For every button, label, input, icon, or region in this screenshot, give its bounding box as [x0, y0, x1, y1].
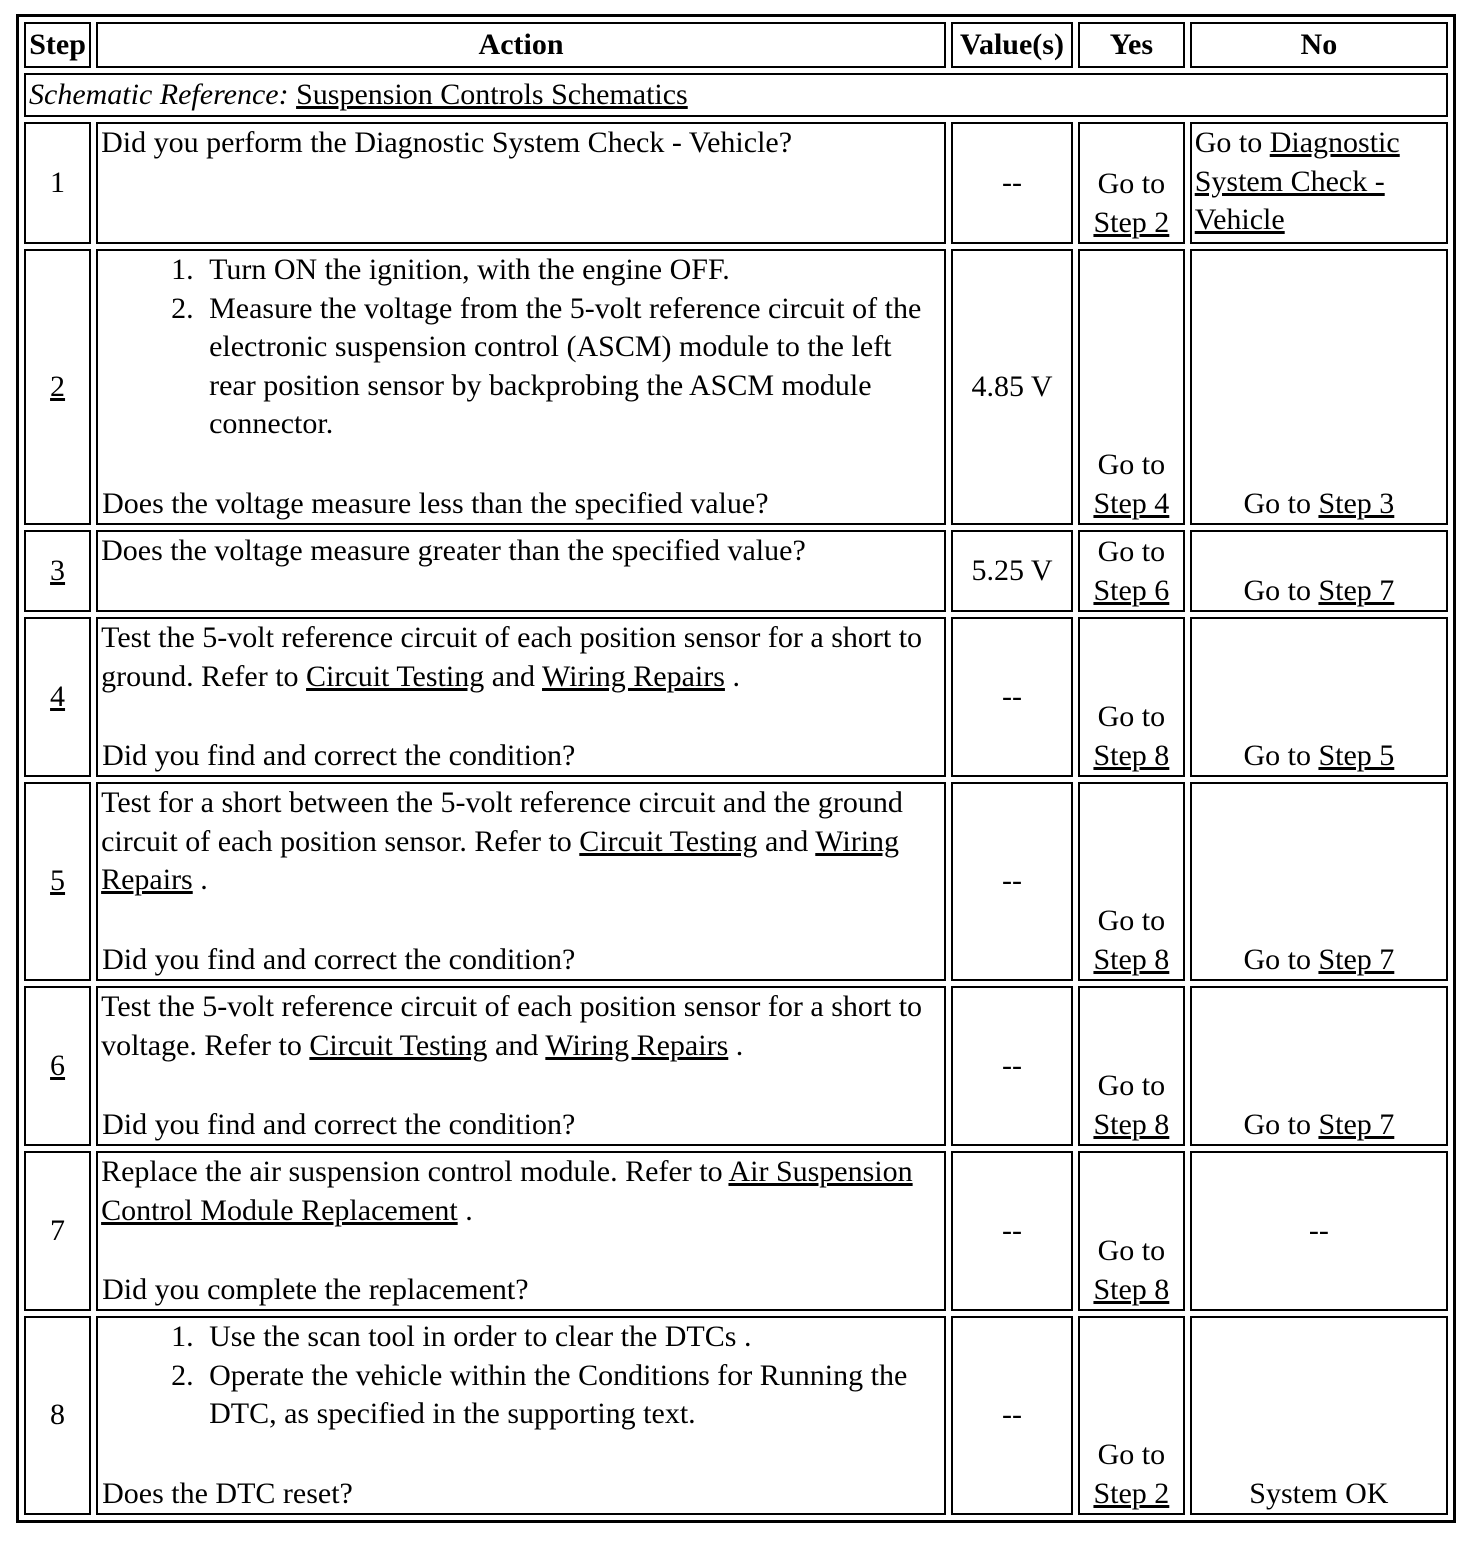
action-cell: [96, 530, 946, 612]
yes-prefix: Go to: [1097, 448, 1166, 481]
header-step: Step: [24, 22, 91, 68]
value-cell: --: [951, 1151, 1073, 1311]
no-step-link[interactable]: Step 3: [1318, 486, 1395, 520]
step-link[interactable]: 6: [50, 1048, 66, 1082]
yes-cell: [1078, 1316, 1185, 1515]
no-step-link[interactable]: Step 7: [1318, 942, 1395, 976]
yes-step-link[interactable]: Step 8: [1093, 738, 1170, 772]
yes-cell: [1078, 249, 1185, 525]
yes-prefix: Go to: [1097, 1438, 1166, 1471]
yes-prefix: Go to: [1097, 1069, 1166, 1102]
yes-step-link[interactable]: Step 4: [1093, 486, 1170, 520]
yes-cell: [1078, 782, 1185, 981]
schematic-label: Schematic Reference:: [29, 77, 289, 111]
list-item: 2. Measure the voltage from the 5-volt reference circuit of the electronic suspension control (ASCM) module to the left rear position sensor by backprobing the ASCM module connector.: [201, 290, 941, 444]
yes-cell: [1078, 530, 1185, 612]
action-question: Does the DTC reset?: [102, 1476, 353, 1510]
action-cell: [96, 1151, 946, 1311]
conjunction-text: and: [491, 659, 536, 693]
no-cell: [1190, 530, 1448, 612]
action-text: Replace the air suspension control module. Refer to: [101, 1155, 723, 1188]
table-row: [24, 530, 1448, 612]
value-cell: --: [951, 986, 1073, 1146]
action-cell: [96, 782, 946, 981]
list-item: 1. Use the scan tool in order to clear the DTCs .: [201, 1318, 941, 1357]
action-cell: [96, 617, 946, 777]
header-values: Value(s): [951, 22, 1073, 68]
action-question: Did you complete the replacement?: [102, 1272, 529, 1306]
header-no: No: [1190, 22, 1448, 68]
table-row: [24, 1151, 1448, 1311]
no-prefix: Go to: [1194, 126, 1263, 159]
schematic-link[interactable]: Suspension Controls Schematics: [296, 77, 688, 111]
table-row: [24, 617, 1448, 777]
no-cell: [1190, 617, 1448, 777]
yes-prefix: Go to: [1097, 535, 1166, 568]
no-cell: [1190, 782, 1448, 981]
no-step-link[interactable]: Step 5: [1318, 738, 1395, 772]
table-row: [24, 1316, 1448, 1515]
action-question: Did you find and correct the condition?: [102, 942, 576, 976]
step-link[interactable]: 2: [50, 369, 66, 403]
step-link[interactable]: 5: [50, 864, 66, 898]
circuit-testing-link[interactable]: Circuit Testing: [579, 824, 758, 858]
yes-cell: [1078, 1151, 1185, 1311]
yes-step-link[interactable]: Step 8: [1093, 1107, 1170, 1141]
list-item: 2. Operate the vehicle within the Conditions for Running the DTC, as specified in the supporting text.: [201, 1357, 941, 1434]
action-cell: [96, 1316, 946, 1515]
yes-cell: [1078, 986, 1185, 1146]
action-question: Does the voltage measure less than the specified value?: [102, 486, 769, 520]
no-step-link[interactable]: Step 7: [1318, 573, 1395, 607]
yes-prefix: Go to: [1097, 167, 1166, 200]
list-item: 1. Turn ON the ignition, with the engine OFF.: [201, 251, 941, 290]
step-link[interactable]: 4: [50, 679, 66, 713]
step-number: 8: [24, 1316, 91, 1515]
action-cell: [96, 249, 946, 525]
no-cell: [1190, 249, 1448, 525]
step-number: 7: [24, 1151, 91, 1311]
yes-step-link[interactable]: Step 8: [1093, 942, 1170, 976]
value-cell: --: [951, 782, 1073, 981]
module-replacement-link[interactable]: Air Suspension Control Module Replacement: [101, 1155, 913, 1227]
no-prefix: Go to: [1243, 738, 1311, 772]
step-cell: [24, 986, 91, 1146]
no-cell: [1190, 122, 1448, 244]
yes-prefix: Go to: [1097, 700, 1166, 733]
yes-step-link[interactable]: Step 6: [1093, 573, 1170, 607]
yes-cell: [1078, 617, 1185, 777]
action-steps-list: [101, 1318, 941, 1434]
no-prefix: Go to: [1243, 573, 1311, 607]
yes-step-link[interactable]: Step 8: [1093, 1272, 1170, 1306]
step-number: 1: [24, 122, 91, 244]
action-text: Test the 5-volt reference circuit of each position sensor for a short to voltage. Refer to: [101, 990, 923, 1062]
action-cell: [96, 122, 946, 244]
header-yes: Yes: [1078, 22, 1185, 68]
conjunction-text: and: [495, 1028, 539, 1062]
action-text: Test for a short between the 5-volt reference circuit and the ground circuit of each position sensor. Refer to: [101, 786, 903, 858]
yes-prefix: Go to: [1097, 1234, 1166, 1267]
step-cell: [24, 617, 91, 777]
header-action: Action: [96, 22, 946, 68]
wiring-repairs-link[interactable]: Wiring Repairs: [545, 1028, 729, 1062]
no-cell: --: [1190, 1151, 1448, 1311]
no-link[interactable]: Diagnostic System Check - Vehicle: [1194, 126, 1400, 236]
value-cell: 5.25 V: [951, 530, 1073, 612]
step-cell: [24, 782, 91, 981]
step-link[interactable]: 3: [50, 553, 66, 587]
yes-step-link[interactable]: Step 2: [1093, 205, 1170, 239]
no-step-link[interactable]: Step 7: [1318, 1107, 1395, 1141]
schematic-cell: [24, 73, 1448, 117]
table-row: [24, 249, 1448, 525]
period-text: .: [735, 1028, 744, 1062]
table-row: [24, 986, 1448, 1146]
action-steps-list: [101, 251, 941, 444]
value-cell: 4.85 V: [951, 249, 1073, 525]
wiring-repairs-link[interactable]: Wiring Repairs: [101, 824, 900, 896]
value-cell: --: [951, 617, 1073, 777]
period-text: .: [732, 659, 740, 693]
wiring-repairs-link[interactable]: Wiring Repairs: [542, 659, 725, 693]
yes-cell: [1078, 122, 1185, 244]
diagnostic-table: [16, 14, 1456, 1523]
no-cell: System OK: [1190, 1316, 1448, 1515]
yes-step-link[interactable]: Step 2: [1093, 1476, 1170, 1510]
schematic-row: [24, 73, 1448, 117]
table-row: [24, 782, 1448, 981]
no-prefix: Go to: [1243, 942, 1311, 976]
action-question: Does the voltage measure greater than the specified value?: [101, 534, 806, 567]
step-cell: [24, 530, 91, 612]
table-row: [24, 122, 1448, 244]
circuit-testing-link[interactable]: Circuit Testing: [306, 659, 485, 693]
period-text: .: [465, 1193, 473, 1227]
period-text: .: [200, 863, 208, 896]
action-question: Did you perform the Diagnostic System Check - Vehicle?: [101, 126, 793, 159]
action-question: Did you find and correct the condition?: [102, 1107, 576, 1141]
diagnostic-table-container: [16, 14, 1456, 1523]
no-prefix: Go to: [1243, 1107, 1311, 1141]
step-cell: [24, 249, 91, 525]
circuit-testing-link[interactable]: Circuit Testing: [309, 1028, 488, 1062]
action-question: Did you find and correct the condition?: [102, 738, 576, 772]
no-prefix: Go to: [1243, 486, 1311, 520]
value-cell: --: [951, 122, 1073, 244]
yes-prefix: Go to: [1097, 904, 1166, 937]
conjunction-text: and: [764, 824, 809, 858]
action-text: Test the 5-volt reference circuit of each position sensor for a short to ground. Refer to: [101, 621, 923, 693]
no-cell: [1190, 986, 1448, 1146]
value-cell: --: [951, 1316, 1073, 1515]
action-cell: [96, 986, 946, 1146]
header-row: [24, 22, 1448, 68]
